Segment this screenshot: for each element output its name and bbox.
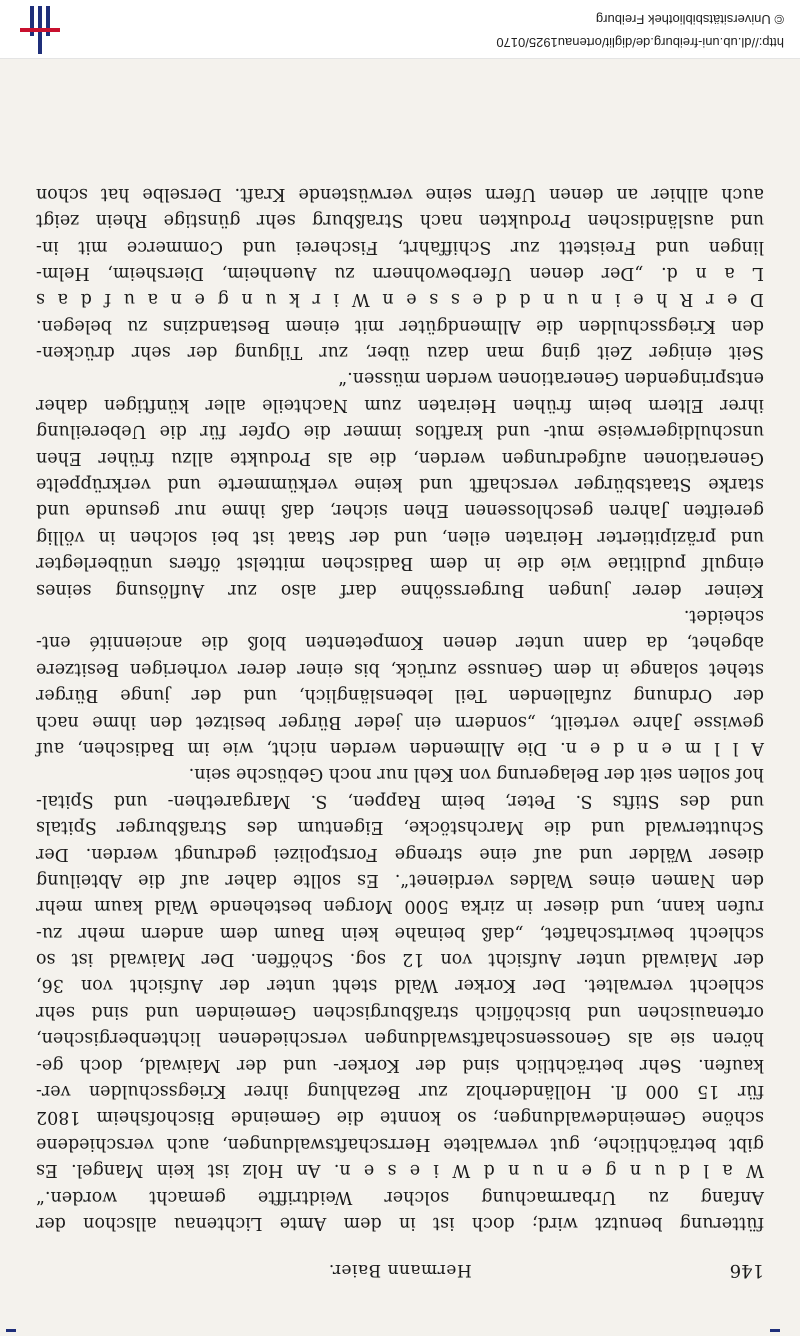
text-line: Schutterwald und die Marchstöcke, Eigentum des Straßburger Spitals (36, 817, 764, 838)
text-line: der Maiwald unter Aufsicht von 12 sog. Schöffen. Der Maiwald ist so (36, 949, 764, 970)
text-line: A l l m e n d e n. Die Allmenden werden nicht, wie im Badischen, auf (36, 737, 764, 758)
text-line: ortenauischen und bischöflich straßburgischen Gemeinden und sind sehr (36, 1001, 764, 1022)
text-line: L a n d. „Der denen Uferbewohnern zu Auenheim, Diersheim, Helm- (36, 262, 764, 283)
text-line: Anfang zu Urbarmachung solcher Weidtriffte gemacht worden.“ (36, 1186, 764, 1207)
text-line: gibt beträchtliche, gut verwaltete Herrschaftswaldungen, auch verschiedene (36, 1133, 764, 1154)
text-line: rufen kann, und dieser in zirka 5000 Morgen bestehende Wald kaum mehr (36, 896, 764, 917)
text-line: entspringenden Generationen werden müssen.“ (338, 368, 764, 389)
text-line: gewisse Jahre verteilt, „sondern ein jeder Bürger besitzet den ihme nach (36, 711, 764, 732)
text-line: für 15 000 fl. Holländerholz zur Bezahlung ihrer Kriegsschulden ver- (36, 1081, 764, 1102)
text-line: dieser Wälder und auf eine strenge Forstpolizei gedrungt werden. Der (36, 843, 764, 864)
text-line: lingen und Freistett zur Schiffahrt, Fischerei und Commerce mit in- (36, 236, 764, 257)
text-line: und präzipitierter Heiraten eilen, und der Staat ist bei solchen in völlig (36, 526, 764, 547)
text-line: scheidet. (683, 606, 764, 627)
text-line: den Kriegsschulden die Allmendgüter mit einem Bestandzins zu belegen. (36, 315, 764, 336)
text-line: hören sie als Genossenschaftswaldungen verschiedenen lichtenbergischen, (36, 1028, 764, 1049)
text-line: eingulf pudlitiae wie die in dem Badischen mittelst öfters unüberlegter (36, 553, 764, 574)
text-line: Generationen aufgedrungen werden, die als Produkte allzu früher Ehen (36, 447, 764, 468)
text-line: auch allhier an denen Ufern seine verwüstende Kraft. Derselbe hat schon (36, 183, 764, 204)
text-line: Seit einiger Zeit ging man dazu über, zur Tilgung der sehr drücken- (36, 342, 764, 363)
ub-freiburg-logo-icon (18, 6, 62, 54)
text-line: W a l d u n g e n u n d W i e s e n. An Holz ist kein Mangel. Es (36, 1160, 764, 1181)
scan-edge-mark (6, 1329, 16, 1332)
text-line: abgehet, da dann unter denen Kompetenten bloß die anciennité ent- (36, 632, 764, 653)
digitization-footer (0, 0, 800, 59)
page-number: 146 (729, 1260, 764, 1281)
running-head-author: Hermann Baier. (328, 1260, 472, 1280)
running-header (36, 1260, 764, 1281)
text-line: unschuldigerweise mut- und kraftlos immer die Opfer für die Uebereilung (36, 421, 764, 442)
text-line: hof sollen seit der Belagerung von Kehl nur noch Gebüsche sein. (188, 764, 764, 785)
text-line: schöne Gemeindewaldungen; so konnte die Gemeinde Bischofsheim 1802 (36, 1107, 764, 1128)
scan-edge-mark (770, 1329, 780, 1332)
text-line: ihrer Eltern beim frühen Heiraten zum Nachteile aller künftigen daher (36, 394, 764, 415)
source-url-link[interactable]: http://dl.ub.uni-freiburg.de/diglit/ortenau1925/0170 (496, 35, 784, 50)
text-line: fütterung benutzt wird; doch ist in dem Amte Lichtenau allschon der (36, 1213, 764, 1233)
text-line: und ausländischen Produkten nach Straßburg sehr günstige Rhein zeigt (36, 210, 764, 231)
text-line: der Ordnung zufallenden Teil lebenslänglich, und der junge Bürger (36, 685, 764, 706)
text-line: kaufen. Sehr beträchtlich sind der Korker- und der Maiwald, doch ge- (36, 1054, 764, 1075)
text-line: und des Stifts S. Peter, beim Rappen, S. Margarethen- und Spital- (36, 790, 764, 811)
text-line: starke Staatsbürger verschafft und keine verkümmerte und verkrüppelte (36, 474, 764, 495)
text-line: stehet solange in dem Genusse zurück, bis einer derer vorherigen Besitzere (36, 658, 764, 679)
copyright-notice: © Universitätsbibliothek Freiburg (595, 12, 784, 27)
text-line: schlecht bewirtschaftet, „daß beinahe kein Baum dem andern mehr zu- (36, 922, 764, 943)
text-line: gereiften Jahren geschlossenen Ehen sicher, daß ihme nur gesunde und (36, 500, 764, 521)
body-text (36, 180, 764, 1236)
text-line: schlecht verwaltet. Der Korker Wald steht unter der Aufsicht von 36, (36, 975, 764, 996)
text-line: Keiner derer jungen Burgerssöhne darf also zur Auflösung seines (36, 579, 764, 600)
text-line: den Namen eines Waldes verdienet“. Es sollte daher auf die Abteilung (36, 869, 764, 890)
text-line: D e r R h e i n u n d d e s s e n W i r k u n g e n a u f d a s (36, 289, 764, 310)
